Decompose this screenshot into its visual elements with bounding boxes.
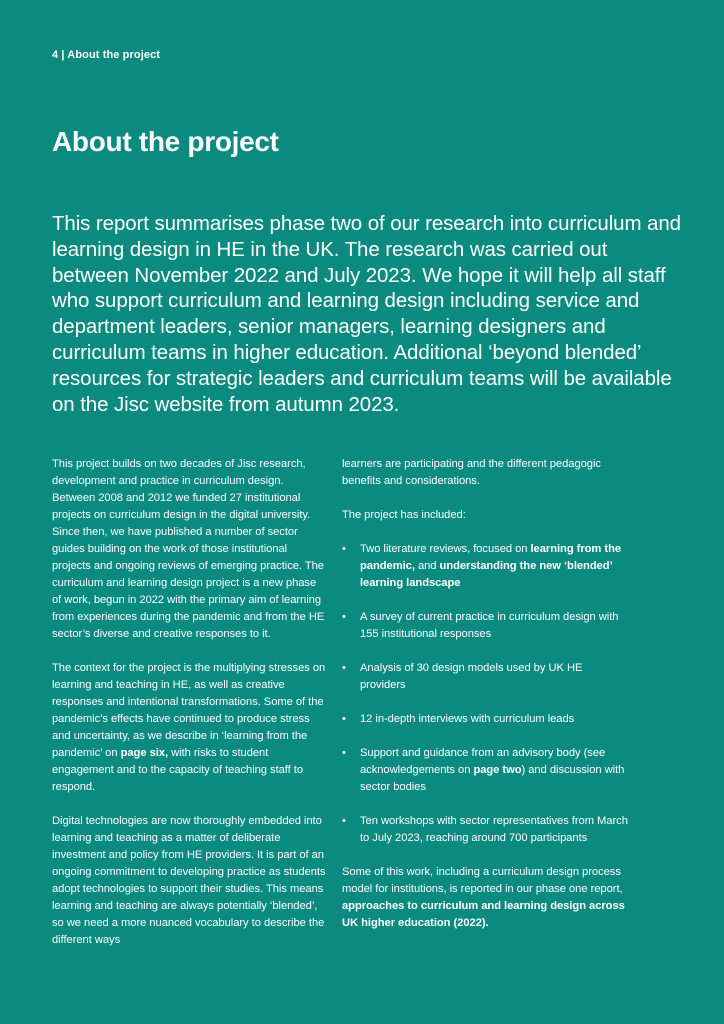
- learning-from-pandemic-link[interactable]: learning from the pandemic,: [360, 543, 622, 572]
- list-item: [342, 711, 628, 728]
- list-item-text-a: Support and guidance from an advisory body (see acknowledgements on: [360, 747, 606, 776]
- list-item: [342, 541, 628, 592]
- list-item-text: Analysis of 30 design models used by UK HE providers: [360, 662, 583, 691]
- right-paragraph-1: learners are participating and the different pedagogic benefits and considerations.: [342, 458, 601, 487]
- list-item-text: A survey of current practice in curriculum design with 155 institutional responses: [360, 611, 619, 640]
- right-column: [342, 456, 628, 949]
- left-paragraph-2-text-b: with risks to student engagement and to the capacity of teaching staff to respond.: [52, 747, 304, 793]
- left-column: [52, 456, 328, 966]
- page-header: 4 | About the project: [52, 49, 161, 61]
- page-title: About the project: [52, 126, 279, 157]
- list-item: [342, 660, 628, 694]
- left-paragraph-3: Digital technologies are now thoroughly embedded into learning and teaching as a matter of deliberate investment and policy from HE providers. It is part of an ongoing commitment to developing practice as students adopt technologies to support their studies. This means learning and teaching are always potentially ‘blended’, so we need a more nuanced vocabulary to describe the different ways: [52, 815, 326, 946]
- bullet-icon: •: [342, 611, 346, 623]
- bullet-icon: •: [342, 713, 346, 725]
- right-paragraph-2: The project has included:: [342, 509, 466, 521]
- list-item: [342, 609, 628, 643]
- list-item: [342, 745, 628, 796]
- list-item-text: 12 in-depth interviews with curriculum leads: [360, 713, 575, 725]
- bullet-icon: •: [342, 662, 346, 674]
- page-six-link[interactable]: page six,: [120, 747, 169, 759]
- project-items-list: [342, 541, 628, 847]
- right-paragraph-3-text: Some of this work, including a curriculum design process model for institutions, is reported in our phase one report,: [342, 866, 623, 895]
- left-paragraph-1: This project builds on two decades of Jisc research, development and practice in curriculum design. Between 2008 and 2012 we funded 27 institutional projects on curriculum design in the digital university. Since then, we have published a number of sector guides building on the work of those institutional projects and ongoing reviews of emerging practice. The curriculum and learning design project is a new phase of work, begun in 2022 with the primary aim of learning from experiences during the pandemic and from the HE sector’s diverse and creative responses to it.: [52, 458, 325, 640]
- list-item-text-a: Two literature reviews, focused on: [360, 543, 531, 555]
- list-item-text-b: and: [414, 560, 440, 572]
- left-paragraph-2: [52, 660, 328, 796]
- bullet-icon: •: [342, 543, 346, 555]
- left-paragraph-2-text-a: The context for the project is the multiplying stresses on learning and teaching in HE, as well as creative responses and intentional transformations. Some of the pandemic’s effects have continued to produce stress and uncertainty, as we describe in ‘learning from the pandemic’ on: [52, 662, 326, 759]
- list-item-text: Ten workshops with sector representatives from March to July 2023, reaching around 700 participants: [360, 815, 628, 844]
- intro-paragraph: This report summarises phase two of our research into curriculum and learning design in HE in the UK. The research was carried out between November 2022 and July 2023. We hope it will help all staff who support curriculum and learning design including service and department leaders, senior managers, learning designers and curriculum teams in higher education. Additional ‘beyond blended’ resources for strategic leaders and curriculum teams will be available on the Jisc website from autumn 2023.: [52, 212, 681, 416]
- bullet-icon: •: [342, 747, 346, 759]
- phase-one-report-link[interactable]: approaches to curriculum and learning design across UK higher education (2022).: [342, 900, 625, 929]
- page-two-link[interactable]: page two: [473, 764, 522, 776]
- list-item-text-b: ) and discussion with sector bodies: [360, 764, 625, 793]
- blended-landscape-link[interactable]: understanding the new ‘blended’ learning landscape: [360, 560, 613, 589]
- list-item: [342, 813, 628, 847]
- right-paragraph-3: [342, 864, 628, 932]
- bullet-icon: •: [342, 815, 346, 827]
